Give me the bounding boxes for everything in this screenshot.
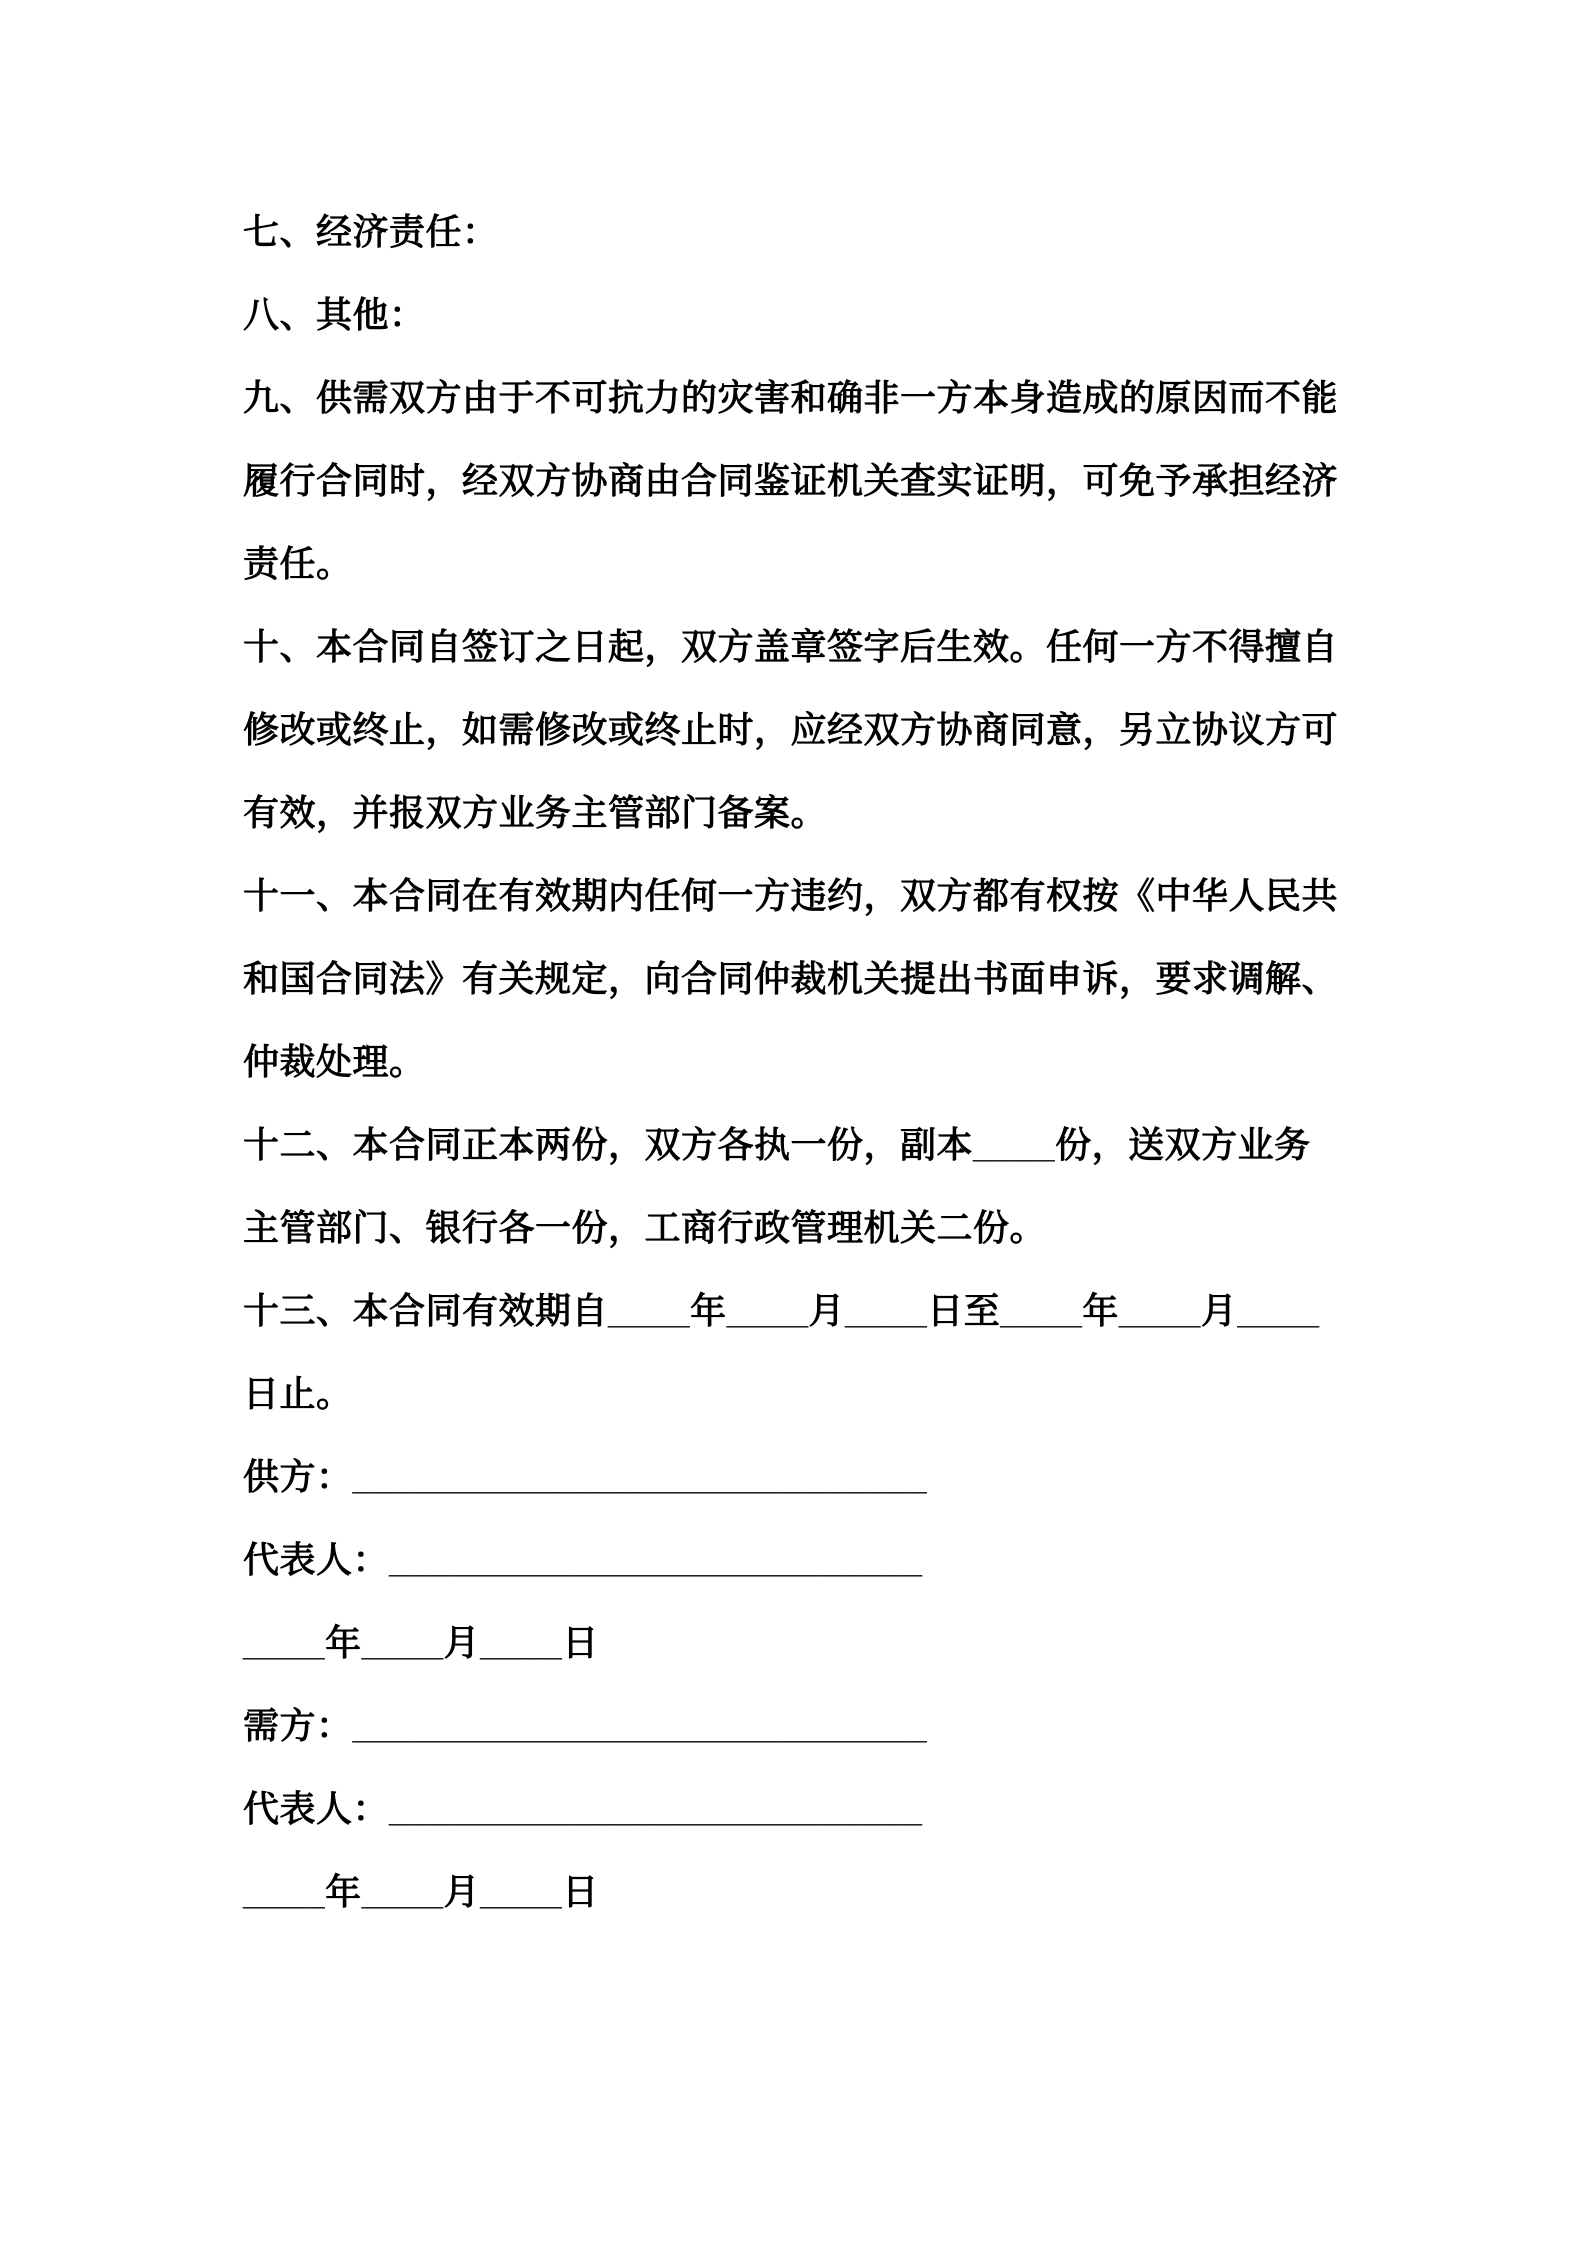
line-buyer-date-blank: ____年____月____日 [243,1871,599,1912]
line-clause-7-heading: 七、经济责任： [243,211,499,252]
line-clause-11-part-3: 仲裁处理。 [243,1041,426,1082]
line-clause-9-part-1: 九、供需双方由于不可抗力的灾害和确非一方本身造成的原因而不能 [243,377,1339,418]
line-clause-11-part-2: 和国合同法》有关规定，向合同仲裁机关提出书面申诉，要求调解、 [243,958,1339,999]
line-supplier-date-blank: ____年____月____日 [243,1622,599,1663]
line-clause-9-part-3: 责任。 [243,543,353,584]
contract-text-block [243,190,1353,1933]
line-clause-12-part-2: 主管部门、银行各一份，工商行政管理机关二份。 [243,1207,1047,1248]
line-clause-8-heading: 八、其他： [243,294,426,335]
line-buyer-representative: 代表人：__________________________ [243,1788,923,1829]
line-clause-12-part-1: 十二、本合同正本两份，双方各执一份，副本____份，送双方业务 [243,1124,1311,1165]
line-clause-11-part-1: 十一、本合同在有效期内任何一方违约，双方都有权按《中华人民共 [243,875,1339,916]
line-clause-10-part-2: 修改或终止，如需修改或终止时，应经双方协商同意，另立协议方可 [243,709,1339,750]
line-clause-10-part-1: 十、本合同自签订之日起，双方盖章签字后生效。任何一方不得擅自 [243,626,1339,667]
line-clause-10-part-3: 有效，并报双方业务主管部门备案。 [243,792,828,833]
line-buyer-signature: 需方：____________________________ [243,1705,928,1746]
line-supplier-signature: 供方：____________________________ [243,1456,928,1497]
line-clause-9-part-2: 履行合同时，经双方协商由合同鉴证机关查实证明，可免予承担经济 [243,460,1339,501]
line-clause-13-part-1: 十三、本合同有效期自____年____月____日至____年____月____ [243,1290,1320,1331]
line-supplier-representative: 代表人：__________________________ [243,1539,923,1580]
line-clause-13-part-2: 日止。 [243,1373,353,1414]
